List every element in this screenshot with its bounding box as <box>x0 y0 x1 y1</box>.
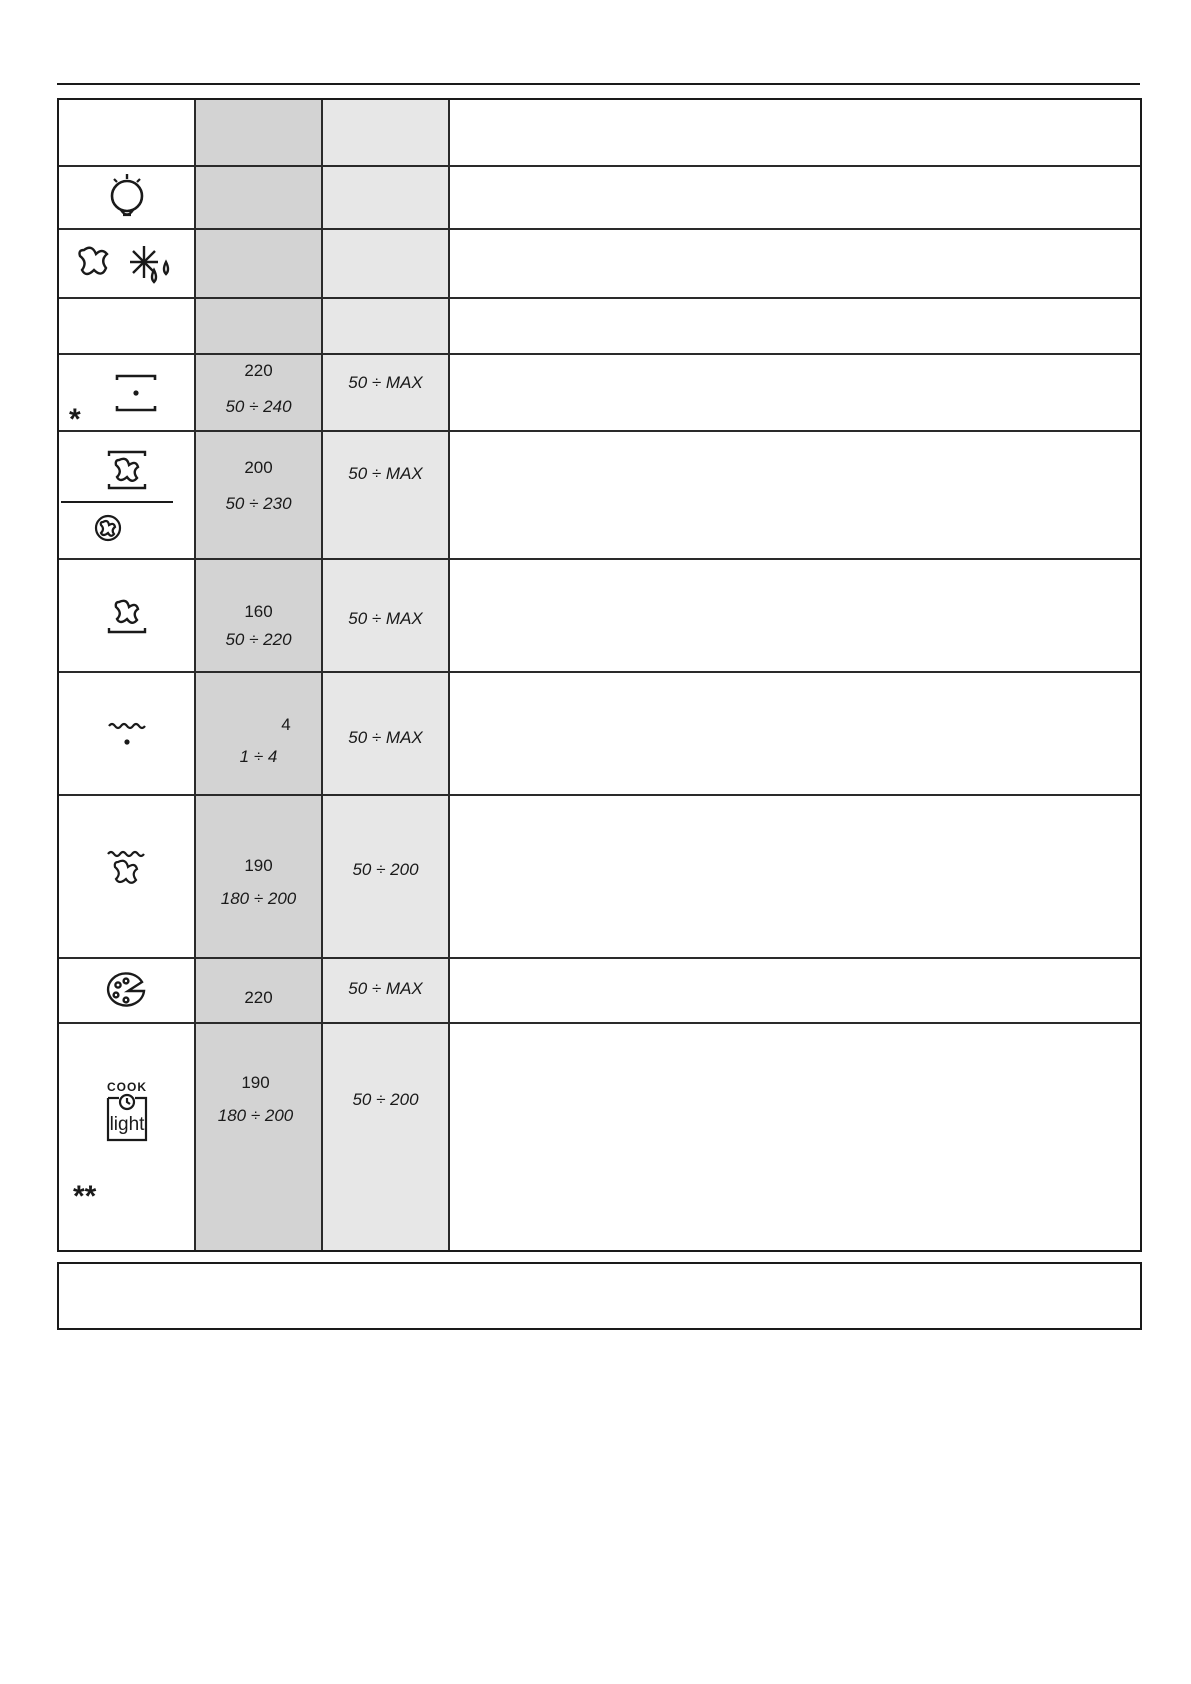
temp-range: 1 ÷ 4 <box>239 747 278 766</box>
fan-assisted-temp-cell <box>196 432 323 560</box>
grill-row-icon-cell <box>59 673 196 796</box>
pizza-row-icon-cell <box>59 959 196 1024</box>
fan-assisted-power-cell <box>323 432 450 560</box>
conventional-temp-cell <box>196 355 323 432</box>
blank-desc-cell <box>450 299 1140 355</box>
temp-default: 190 <box>244 856 273 875</box>
grill-desc-cell <box>450 673 1140 796</box>
temp-default: 160 <box>244 602 273 621</box>
defrost-desc-cell <box>450 230 1140 299</box>
defrost-row-icon-cell <box>59 230 196 299</box>
blank-temp-cell <box>196 299 323 355</box>
defrost-power-cell <box>323 230 450 299</box>
fan-bottom-row-icon-cell <box>59 560 196 673</box>
cook-light-row-icon-cell <box>59 1024 196 1250</box>
temp-default: 4 <box>281 715 291 734</box>
power-range: 50 ÷ MAX <box>348 728 423 747</box>
light-label: light <box>109 1114 145 1135</box>
temp-range: 180 ÷ 200 <box>217 1106 294 1125</box>
cook-label: COOK <box>107 1080 147 1094</box>
fan-bottom-temp-cell <box>196 560 323 673</box>
temp-range: 50 ÷ 240 <box>225 397 292 416</box>
power-range: 50 ÷ 200 <box>352 860 419 879</box>
fan-ring-icon <box>93 513 123 543</box>
footnote-star: * <box>69 403 81 436</box>
temp-default: 200 <box>244 458 273 477</box>
fan-bottom-power-cell <box>323 560 450 673</box>
fan-grill-temp-cell <box>196 796 323 959</box>
pizza-power-cell <box>323 959 450 1024</box>
temp-range: 50 ÷ 220 <box>225 630 292 649</box>
power-range: 50 ÷ MAX <box>348 373 423 392</box>
grill-temp-cell <box>196 673 323 796</box>
grill-icon <box>105 716 149 752</box>
blank-row-icon-cell <box>59 299 196 355</box>
fan-bottom-heat-icon <box>105 594 149 638</box>
header-icon-cell <box>59 100 196 167</box>
lamp-temp-cell <box>196 167 323 230</box>
temp-default: 220 <box>244 988 273 1007</box>
conventional-power-cell <box>323 355 450 432</box>
cook-light-power-cell <box>323 1024 450 1250</box>
temp-default: 190 <box>241 1073 270 1092</box>
defrost-temp-cell <box>196 230 323 299</box>
power-range: 50 ÷ MAX <box>348 464 423 483</box>
temp-default: 220 <box>244 361 273 380</box>
temp-range: 50 ÷ 230 <box>225 494 292 513</box>
power-range: 50 ÷ MAX <box>348 979 423 998</box>
lamp-icon <box>107 172 147 224</box>
blank-power-cell <box>323 299 450 355</box>
fan-defrost-icon <box>72 240 182 288</box>
pizza-temp-cell <box>196 959 323 1024</box>
conventional-row-icon-cell <box>59 355 196 436</box>
fan-grill-icon <box>104 848 148 892</box>
fan-element-icon <box>105 448 149 492</box>
fan-assisted-desc-cell <box>450 432 1140 560</box>
footnote-double-star: ** <box>73 1180 97 1213</box>
icon-divider <box>61 501 173 503</box>
cook-light-desc-cell <box>450 1024 1140 1250</box>
lamp-row-icon-cell <box>59 167 196 230</box>
pizza-desc-cell <box>450 959 1140 1024</box>
top-rule <box>57 83 1140 85</box>
header-desc-cell <box>450 100 1140 167</box>
cook-light-temp-cell <box>196 1024 323 1250</box>
grill-power-cell <box>323 673 450 796</box>
fan-grill-row-icon-cell <box>59 796 196 959</box>
power-range: 50 ÷ 200 <box>352 1090 419 1109</box>
cook-light-icon <box>97 1080 157 1144</box>
lamp-power-cell <box>323 167 450 230</box>
temp-range: 180 ÷ 200 <box>220 889 297 908</box>
oven-functions-table <box>57 98 1142 1252</box>
fan-bottom-desc-cell <box>450 560 1140 673</box>
header-temp-cell <box>196 100 323 167</box>
header-power-cell <box>323 100 450 167</box>
top-bottom-heat-icon <box>113 370 159 416</box>
lamp-desc-cell <box>450 167 1140 230</box>
power-range: 50 ÷ MAX <box>348 609 423 628</box>
fan-grill-desc-cell <box>450 796 1140 959</box>
fan-assisted-row-icon-cell <box>59 432 196 560</box>
pizza-icon <box>104 971 150 1011</box>
conventional-desc-cell <box>450 355 1140 432</box>
note-box <box>57 1262 1142 1330</box>
fan-grill-power-cell <box>323 796 450 959</box>
